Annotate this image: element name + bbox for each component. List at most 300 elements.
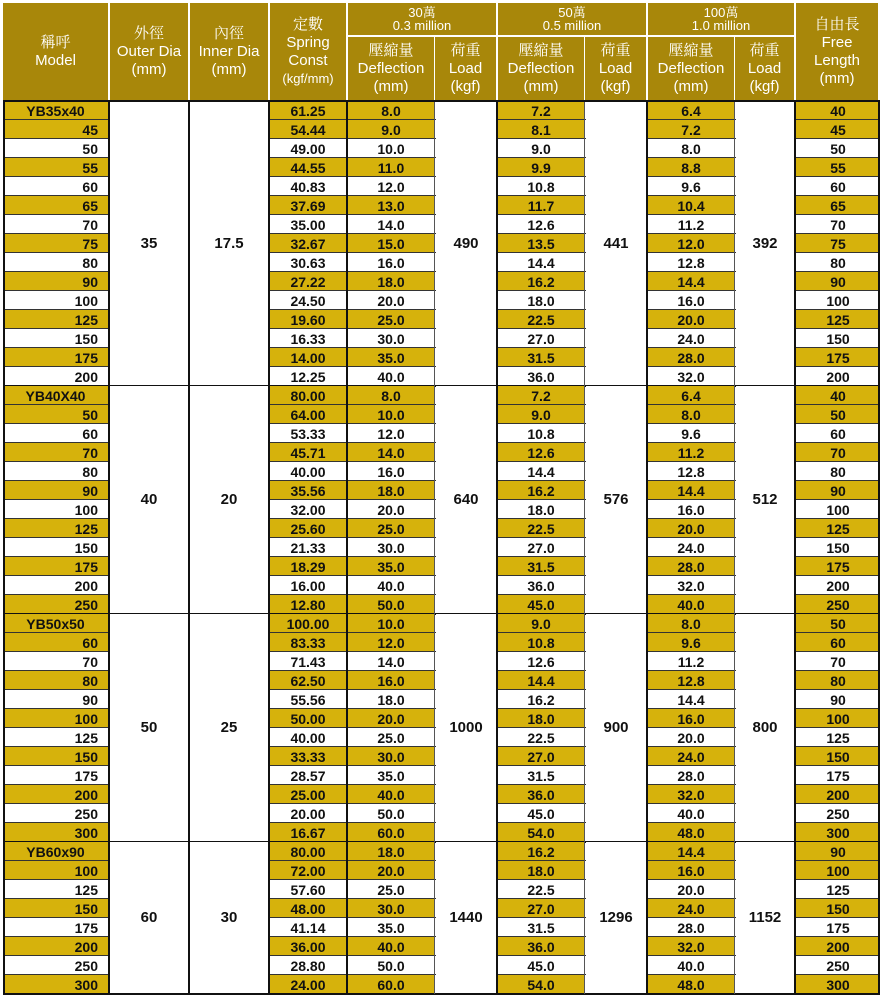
cell-model: 80 bbox=[82, 254, 98, 271]
cell-len: 70 bbox=[794, 215, 880, 234]
cell-d2: 18.0 bbox=[496, 861, 584, 880]
header-outer-unit: (mm) bbox=[131, 60, 167, 78]
header-deflection-0 bbox=[348, 37, 434, 100]
cell-d2: 27.0 bbox=[496, 747, 584, 766]
cell-model: 65 bbox=[3, 196, 108, 215]
deflection-unit: (mm) bbox=[523, 77, 559, 95]
deflection-zh: 壓縮量 bbox=[668, 41, 714, 59]
cell-d1: 60.0 bbox=[346, 823, 434, 842]
column-divider bbox=[188, 101, 190, 994]
cell-model: 70 bbox=[82, 216, 98, 233]
cell-model: 75 bbox=[3, 234, 108, 253]
group-title-en: 1.0 million bbox=[691, 18, 751, 33]
cell-len: 90 bbox=[794, 481, 880, 500]
cell-d3: 32.0 bbox=[646, 937, 734, 956]
cell-d2: 27.0 bbox=[496, 329, 584, 348]
cell-len: 250 bbox=[794, 956, 880, 975]
cell-model: 200 bbox=[3, 785, 108, 804]
cell-d3: 8.0 bbox=[646, 405, 734, 424]
group-title-en: 0.5 million bbox=[542, 18, 602, 33]
cell-model: 175 bbox=[74, 919, 98, 936]
cell-d3: 7.2 bbox=[646, 120, 734, 139]
block-inner-dia: 30 bbox=[190, 842, 268, 993]
cell-d3: 11.2 bbox=[646, 215, 734, 234]
load-unit: (kgf) bbox=[600, 77, 631, 95]
cell-k: 49.00 bbox=[268, 139, 346, 158]
cell-k: 21.33 bbox=[268, 538, 346, 557]
cell-d3: 9.6 bbox=[646, 177, 734, 196]
header-load-2 bbox=[735, 37, 794, 100]
header-inner-dia bbox=[190, 3, 268, 100]
column-divider bbox=[646, 101, 648, 994]
cell-d3: 12.8 bbox=[646, 462, 734, 481]
cell-len: 45 bbox=[794, 120, 880, 139]
cell-k: 50.00 bbox=[268, 709, 346, 728]
deflection-en: Deflection bbox=[657, 59, 725, 77]
load-unit: (kgf) bbox=[450, 77, 481, 95]
cell-len: 175 bbox=[794, 348, 880, 367]
cell-len: 40 bbox=[794, 101, 880, 120]
cell-d3: 16.0 bbox=[646, 709, 734, 728]
cell-d1: 35.0 bbox=[346, 918, 434, 937]
cell-d1: 16.0 bbox=[346, 462, 434, 481]
body-top-border bbox=[3, 100, 880, 102]
cell-k: 100.00 bbox=[268, 614, 346, 633]
cell-d2: 22.5 bbox=[496, 519, 584, 538]
cell-d3: 28.0 bbox=[646, 766, 734, 785]
cell-d2: 13.5 bbox=[496, 234, 584, 253]
column-divider bbox=[496, 101, 498, 994]
cell-len: 80 bbox=[794, 253, 880, 272]
block-load-1-0m: 392 bbox=[736, 101, 794, 385]
cell-len: 300 bbox=[794, 823, 880, 842]
cell-model: 45 bbox=[3, 120, 108, 139]
cell-d3: 8.8 bbox=[646, 158, 734, 177]
cell-d2: 31.5 bbox=[496, 557, 584, 576]
cell-d1: 20.0 bbox=[346, 291, 434, 310]
cell-model: 175 bbox=[74, 767, 98, 784]
cell-model: 250 bbox=[74, 957, 98, 974]
header-spring-const bbox=[270, 3, 346, 100]
cell-len: 75 bbox=[794, 234, 880, 253]
cell-len: 60 bbox=[794, 633, 880, 652]
cell-d1: 25.0 bbox=[346, 310, 434, 329]
cell-len: 175 bbox=[794, 557, 880, 576]
cell-k: 20.00 bbox=[268, 804, 346, 823]
cell-d1: 30.0 bbox=[346, 329, 434, 348]
cell-d1: 40.0 bbox=[346, 576, 434, 595]
cell-model: 200 bbox=[74, 577, 98, 594]
cell-model: 125 bbox=[74, 881, 98, 898]
group-title-zh: 30萬 bbox=[408, 5, 436, 20]
cell-d3: 48.0 bbox=[646, 975, 734, 994]
cell-len: 250 bbox=[794, 804, 880, 823]
cell-d2: 36.0 bbox=[496, 367, 584, 386]
cell-d1: 40.0 bbox=[346, 937, 434, 956]
cell-d2: 8.1 bbox=[496, 120, 584, 139]
header-model bbox=[3, 3, 108, 100]
cell-len: 100 bbox=[794, 709, 880, 728]
cell-len: 70 bbox=[794, 652, 880, 671]
header-deflection-1 bbox=[498, 37, 584, 100]
cell-len: 60 bbox=[794, 424, 880, 443]
header-free-unit: (mm) bbox=[819, 69, 855, 87]
cell-d3: 10.4 bbox=[646, 196, 734, 215]
column-divider bbox=[878, 101, 880, 994]
cell-model: 60 bbox=[82, 178, 98, 195]
column-divider bbox=[3, 101, 5, 994]
block-load-0-5m: 576 bbox=[586, 386, 646, 613]
cell-d1: 14.0 bbox=[346, 652, 434, 671]
cell-d2: 10.8 bbox=[496, 633, 584, 652]
cell-d2: 36.0 bbox=[496, 785, 584, 804]
block-outer-dia: 35 bbox=[110, 101, 188, 385]
cell-k: 32.00 bbox=[268, 500, 346, 519]
column-divider bbox=[794, 101, 796, 994]
column-divider bbox=[434, 101, 435, 994]
block-load-0-5m: 441 bbox=[586, 101, 646, 385]
block-load-0-3m: 1440 bbox=[436, 842, 496, 993]
header-free-zh: 自由長 bbox=[814, 15, 860, 33]
cell-model: 100 bbox=[74, 292, 98, 309]
cell-d1: 40.0 bbox=[346, 785, 434, 804]
cell-model: 200 bbox=[3, 937, 108, 956]
cell-len: 80 bbox=[794, 671, 880, 690]
cell-len: 125 bbox=[794, 880, 880, 899]
cell-d1: 50.0 bbox=[346, 956, 434, 975]
cell-d1: 8.0 bbox=[346, 101, 434, 120]
block-load-0-3m: 490 bbox=[436, 101, 496, 385]
cell-d1: 8.0 bbox=[346, 386, 434, 405]
header-spring-en2: Const bbox=[288, 51, 328, 69]
cell-k: 28.57 bbox=[268, 766, 346, 785]
cell-d3: 24.0 bbox=[646, 329, 734, 348]
cell-d2: 9.0 bbox=[496, 614, 584, 633]
cell-d1: 9.0 bbox=[346, 120, 434, 139]
cell-model: 150 bbox=[74, 539, 98, 556]
cell-model: 175 bbox=[3, 348, 108, 367]
cell-d1: 16.0 bbox=[346, 671, 434, 690]
cell-model: 100 bbox=[3, 861, 108, 880]
cell-d3: 48.0 bbox=[646, 823, 734, 842]
cell-d1: 25.0 bbox=[346, 728, 434, 747]
cell-len: 90 bbox=[794, 690, 880, 709]
header-load-0 bbox=[435, 37, 496, 100]
cell-model: 150 bbox=[74, 330, 98, 347]
cell-k: 35.56 bbox=[268, 481, 346, 500]
cell-d3: 14.4 bbox=[646, 481, 734, 500]
cell-k: 30.63 bbox=[268, 253, 346, 272]
cell-model: 175 bbox=[3, 557, 108, 576]
cell-len: 250 bbox=[794, 595, 880, 614]
cell-d2: 22.5 bbox=[496, 310, 584, 329]
deflection-unit: (mm) bbox=[373, 77, 409, 95]
cell-len: 175 bbox=[794, 918, 880, 937]
cell-len: 65 bbox=[794, 196, 880, 215]
cell-k: 53.33 bbox=[268, 424, 346, 443]
cell-model: 80 bbox=[3, 671, 108, 690]
deflection-en: Deflection bbox=[507, 59, 575, 77]
deflection-zh: 壓縮量 bbox=[518, 41, 564, 59]
cell-k: 40.00 bbox=[268, 728, 346, 747]
deflection-en: Deflection bbox=[357, 59, 425, 77]
cell-k: 40.83 bbox=[268, 177, 346, 196]
cell-d2: 18.0 bbox=[496, 709, 584, 728]
cell-k: 71.43 bbox=[268, 652, 346, 671]
header-group-0-5-million bbox=[498, 3, 646, 35]
cell-d2: 27.0 bbox=[496, 899, 584, 918]
cell-d1: 13.0 bbox=[346, 196, 434, 215]
cell-d3: 32.0 bbox=[646, 367, 734, 386]
header-model-en: Model bbox=[35, 51, 76, 69]
cell-d2: 16.2 bbox=[496, 481, 584, 500]
cell-k: 25.00 bbox=[268, 785, 346, 804]
cell-d1: 25.0 bbox=[346, 519, 434, 538]
cell-model: 100 bbox=[74, 501, 98, 518]
cell-d1: 15.0 bbox=[346, 234, 434, 253]
header-outer-zh: 外徑 bbox=[133, 24, 164, 42]
cell-len: 50 bbox=[794, 139, 880, 158]
cell-model: 70 bbox=[3, 443, 108, 462]
cell-k: 24.50 bbox=[268, 291, 346, 310]
block-load-1-0m: 1152 bbox=[736, 842, 794, 993]
cell-k: 35.00 bbox=[268, 215, 346, 234]
cell-d2: 18.0 bbox=[496, 291, 584, 310]
cell-k: 41.14 bbox=[268, 918, 346, 937]
cell-d3: 14.4 bbox=[646, 690, 734, 709]
cell-len: 90 bbox=[794, 842, 880, 861]
cell-d1: 40.0 bbox=[346, 367, 434, 386]
cell-d3: 32.0 bbox=[646, 576, 734, 595]
header-free-length bbox=[796, 3, 878, 100]
cell-d1: 20.0 bbox=[346, 500, 434, 519]
cell-d2: 36.0 bbox=[496, 937, 584, 956]
load-zh: 荷重 bbox=[600, 41, 631, 59]
cell-d1: 10.0 bbox=[346, 614, 434, 633]
header-group-1-0-million bbox=[648, 3, 794, 35]
cell-d3: 9.6 bbox=[646, 424, 734, 443]
column-divider bbox=[584, 101, 585, 994]
cell-d3: 8.0 bbox=[646, 614, 734, 633]
cell-d1: 20.0 bbox=[346, 709, 434, 728]
cell-d2: 54.0 bbox=[496, 975, 584, 994]
group-title-en: 0.3 million bbox=[392, 18, 452, 33]
cell-d3: 20.0 bbox=[646, 880, 734, 899]
header-spring-en1: Spring bbox=[286, 33, 330, 51]
cell-d3: 11.2 bbox=[646, 652, 734, 671]
cell-model: 300 bbox=[3, 823, 108, 842]
cell-d1: 50.0 bbox=[346, 595, 434, 614]
cell-model: 125 bbox=[3, 519, 108, 538]
cell-k: 36.00 bbox=[268, 937, 346, 956]
cell-len: 70 bbox=[794, 443, 880, 462]
cell-d1: 10.0 bbox=[346, 405, 434, 424]
cell-model: 150 bbox=[3, 899, 108, 918]
cell-d2: 31.5 bbox=[496, 348, 584, 367]
cell-d3: 9.6 bbox=[646, 633, 734, 652]
deflection-zh: 壓縮量 bbox=[368, 41, 414, 59]
cell-k: 18.29 bbox=[268, 557, 346, 576]
header-outer-en: Outer Dia bbox=[116, 42, 182, 60]
cell-model: YB50x50 bbox=[3, 614, 108, 633]
cell-d2: 16.2 bbox=[496, 842, 584, 861]
load-en: Load bbox=[448, 59, 483, 77]
cell-d2: 16.2 bbox=[496, 690, 584, 709]
header-inner-zh: 內徑 bbox=[213, 24, 244, 42]
cell-len: 90 bbox=[794, 272, 880, 291]
cell-model: 250 bbox=[74, 805, 98, 822]
column-divider bbox=[108, 101, 110, 994]
cell-len: 80 bbox=[794, 462, 880, 481]
cell-k: 32.67 bbox=[268, 234, 346, 253]
cell-d1: 14.0 bbox=[346, 215, 434, 234]
cell-k: 16.33 bbox=[268, 329, 346, 348]
cell-model: 50 bbox=[3, 405, 108, 424]
block-outer-dia: 60 bbox=[110, 842, 188, 993]
cell-d2: 45.0 bbox=[496, 956, 584, 975]
cell-len: 100 bbox=[794, 861, 880, 880]
cell-d3: 20.0 bbox=[646, 728, 734, 747]
cell-d1: 14.0 bbox=[346, 443, 434, 462]
cell-len: 150 bbox=[794, 899, 880, 918]
cell-k: 19.60 bbox=[268, 310, 346, 329]
cell-d1: 12.0 bbox=[346, 424, 434, 443]
cell-model: 150 bbox=[3, 747, 108, 766]
cell-k: 28.80 bbox=[268, 956, 346, 975]
cell-k: 37.69 bbox=[268, 196, 346, 215]
cell-k: 54.44 bbox=[268, 120, 346, 139]
cell-d2: 7.2 bbox=[496, 386, 584, 405]
cell-d3: 12.0 bbox=[646, 234, 734, 253]
cell-d1: 12.0 bbox=[346, 633, 434, 652]
cell-model: 250 bbox=[3, 595, 108, 614]
block-inner-dia: 25 bbox=[190, 614, 268, 841]
cell-model: 90 bbox=[3, 481, 108, 500]
cell-k: 25.60 bbox=[268, 519, 346, 538]
cell-d1: 50.0 bbox=[346, 804, 434, 823]
cell-k: 12.25 bbox=[268, 367, 346, 386]
cell-model: YB40X40 bbox=[3, 386, 108, 405]
cell-d2: 11.7 bbox=[496, 196, 584, 215]
cell-model: 300 bbox=[3, 975, 108, 994]
cell-d3: 20.0 bbox=[646, 310, 734, 329]
cell-d1: 30.0 bbox=[346, 899, 434, 918]
cell-d2: 7.2 bbox=[496, 101, 584, 120]
cell-len: 200 bbox=[794, 367, 880, 386]
cell-model: 50 bbox=[82, 140, 98, 157]
cell-k: 27.22 bbox=[268, 272, 346, 291]
cell-d2: 10.8 bbox=[496, 177, 584, 196]
cell-d3: 6.4 bbox=[646, 386, 734, 405]
cell-model: 80 bbox=[82, 463, 98, 480]
block-load-1-0m: 512 bbox=[736, 386, 794, 613]
cell-k: 80.00 bbox=[268, 842, 346, 861]
cell-d1: 35.0 bbox=[346, 766, 434, 785]
cell-k: 83.33 bbox=[268, 633, 346, 652]
cell-model: 125 bbox=[3, 310, 108, 329]
cell-model: 100 bbox=[3, 709, 108, 728]
cell-d2: 18.0 bbox=[496, 500, 584, 519]
cell-d2: 14.4 bbox=[496, 253, 584, 272]
cell-d2: 31.5 bbox=[496, 918, 584, 937]
cell-k: 80.00 bbox=[268, 386, 346, 405]
load-en: Load bbox=[747, 59, 782, 77]
cell-d1: 12.0 bbox=[346, 177, 434, 196]
cell-k: 16.67 bbox=[268, 823, 346, 842]
cell-d2: 10.8 bbox=[496, 424, 584, 443]
cell-d2: 45.0 bbox=[496, 595, 584, 614]
cell-d3: 28.0 bbox=[646, 348, 734, 367]
cell-k: 12.80 bbox=[268, 595, 346, 614]
cell-len: 300 bbox=[794, 975, 880, 994]
cell-len: 40 bbox=[794, 386, 880, 405]
cell-d2: 22.5 bbox=[496, 728, 584, 747]
block-load-0-3m: 640 bbox=[436, 386, 496, 613]
header-deflection-2 bbox=[648, 37, 734, 100]
header-load-1 bbox=[585, 37, 646, 100]
cell-len: 200 bbox=[794, 576, 880, 595]
cell-d2: 12.6 bbox=[496, 652, 584, 671]
cell-d3: 16.0 bbox=[646, 500, 734, 519]
cell-d3: 20.0 bbox=[646, 519, 734, 538]
cell-d3: 24.0 bbox=[646, 538, 734, 557]
block-load-1-0m: 800 bbox=[736, 614, 794, 841]
cell-d3: 16.0 bbox=[646, 861, 734, 880]
header-inner-unit: (mm) bbox=[211, 60, 247, 78]
cell-d1: 25.0 bbox=[346, 880, 434, 899]
block-outer-dia: 40 bbox=[110, 386, 188, 613]
cell-d1: 30.0 bbox=[346, 538, 434, 557]
block-load-0-3m: 1000 bbox=[436, 614, 496, 841]
cell-model: 125 bbox=[74, 729, 98, 746]
block-inner-dia: 20 bbox=[190, 386, 268, 613]
cell-model: 60 bbox=[3, 633, 108, 652]
cell-len: 125 bbox=[794, 519, 880, 538]
cell-len: 50 bbox=[794, 614, 880, 633]
cell-d1: 18.0 bbox=[346, 842, 434, 861]
cell-len: 50 bbox=[794, 405, 880, 424]
load-unit: (kgf) bbox=[749, 77, 780, 95]
cell-d1: 18.0 bbox=[346, 272, 434, 291]
cell-len: 200 bbox=[794, 785, 880, 804]
cell-d3: 40.0 bbox=[646, 956, 734, 975]
cell-k: 44.55 bbox=[268, 158, 346, 177]
cell-k: 40.00 bbox=[268, 462, 346, 481]
cell-model: 60 bbox=[82, 425, 98, 442]
block-outer-dia: 50 bbox=[110, 614, 188, 841]
load-zh: 荷重 bbox=[450, 41, 481, 59]
cell-d2: 9.0 bbox=[496, 405, 584, 424]
cell-d3: 12.8 bbox=[646, 253, 734, 272]
header-free-en1: Free bbox=[821, 33, 853, 51]
cell-model: 70 bbox=[82, 653, 98, 670]
cell-d3: 6.4 bbox=[646, 101, 734, 120]
cell-d1: 11.0 bbox=[346, 158, 434, 177]
cell-d2: 14.4 bbox=[496, 462, 584, 481]
group-title-zh: 100萬 bbox=[703, 5, 739, 20]
cell-len: 60 bbox=[794, 177, 880, 196]
cell-d2: 9.0 bbox=[496, 139, 584, 158]
cell-d1: 16.0 bbox=[346, 253, 434, 272]
cell-model: 200 bbox=[74, 368, 98, 385]
cell-d1: 60.0 bbox=[346, 975, 434, 994]
cell-d2: 27.0 bbox=[496, 538, 584, 557]
cell-len: 200 bbox=[794, 937, 880, 956]
column-divider bbox=[346, 101, 348, 994]
cell-k: 72.00 bbox=[268, 861, 346, 880]
header-spring-unit: (kgf/mm) bbox=[282, 70, 334, 86]
group-title-zh: 50萬 bbox=[558, 5, 586, 20]
